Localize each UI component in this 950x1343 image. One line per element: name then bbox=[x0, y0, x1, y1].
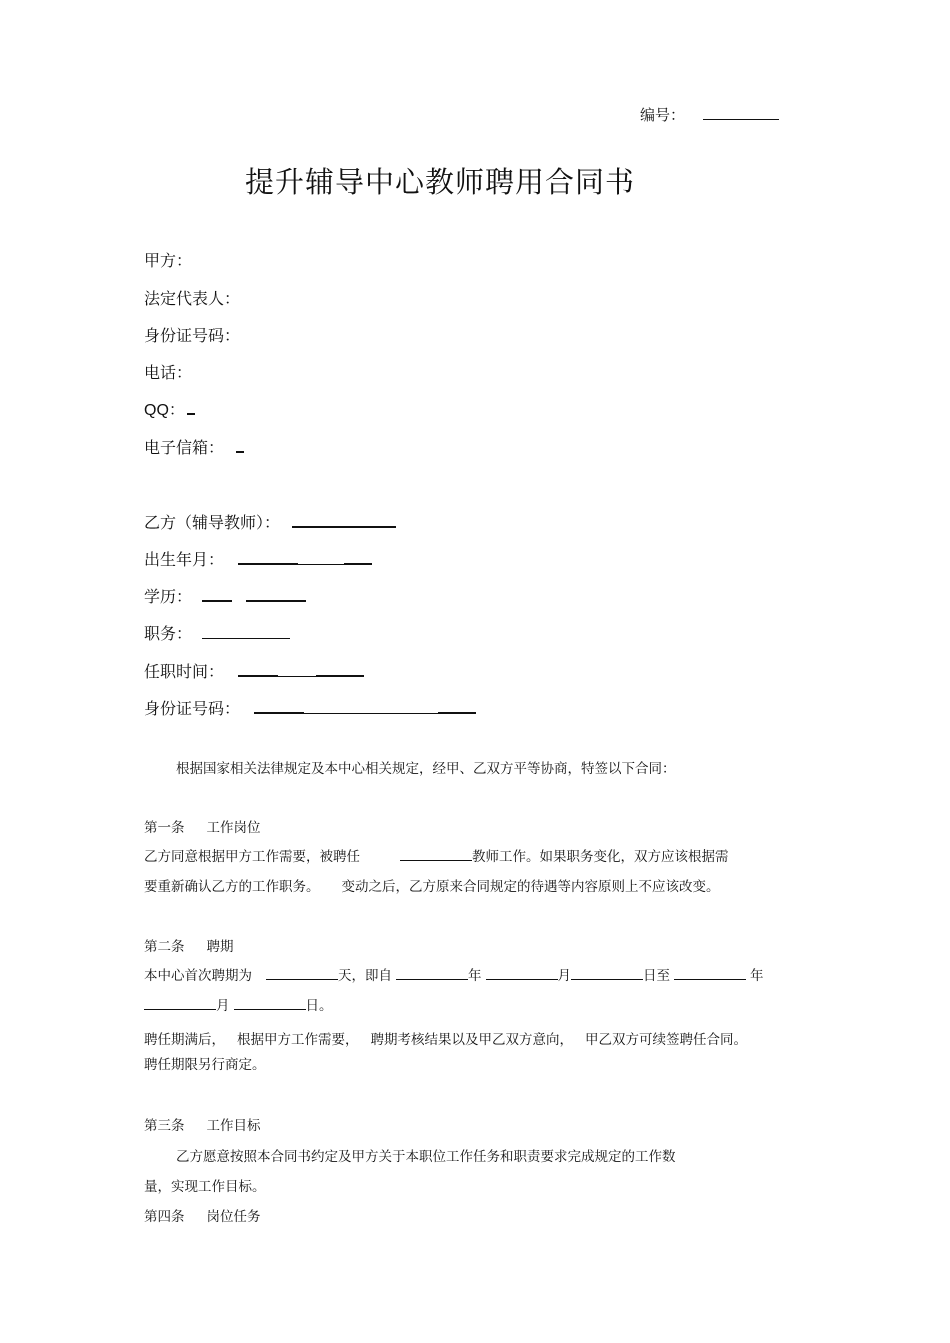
article-1-text-before: 乙方同意根据甲方工作需要，被聘任 bbox=[144, 849, 360, 865]
intro-paragraph: 根据国家相关法律规定及本中心相关规定，经甲、乙双方平等协商，特签以下合同： bbox=[176, 761, 676, 777]
article-3-line-1: 乙方愿意按照本合同书约定及甲方关于本职位工作任务和职责要求完成规定的工作数 bbox=[176, 1149, 676, 1165]
article-1-position-blank bbox=[400, 848, 472, 861]
party-b-birth-label: 出生年月： bbox=[144, 550, 225, 569]
article-2-start-day-blank bbox=[571, 967, 643, 980]
article-2-text-day-to: 日至 bbox=[643, 968, 670, 984]
party-b-title bbox=[144, 621, 290, 644]
article-2-text-month-2: 月 bbox=[216, 998, 230, 1014]
party-b-edu-blank-2 bbox=[246, 586, 306, 602]
article-2-line-4: 聘任期限另行商定。 bbox=[144, 1057, 266, 1073]
article-2-number: 第二条 bbox=[144, 939, 185, 955]
contract-number-label: 编号： bbox=[640, 106, 686, 124]
party-b-birth-blank-1 bbox=[238, 549, 298, 565]
article-3-title: 工作目标 bbox=[206, 1118, 261, 1134]
article-2-end-day-blank bbox=[234, 997, 306, 1010]
article-1-number: 第一条 bbox=[144, 820, 185, 836]
party-b-id-blank-3 bbox=[438, 698, 476, 714]
party-a-qq-blank bbox=[187, 399, 195, 415]
party-b-name-label: 乙方（辅导教师）： bbox=[144, 513, 281, 532]
article-2-start-year-blank bbox=[396, 967, 468, 980]
party-b-title-label: 职务： bbox=[144, 624, 193, 643]
party-a-qq-label: QQ： bbox=[144, 402, 185, 419]
party-a-rep: 法定代表人： bbox=[144, 289, 241, 308]
party-a-qq bbox=[144, 397, 195, 420]
article-2-text-month: 月 bbox=[557, 968, 571, 984]
article-4-heading bbox=[144, 1205, 261, 1225]
article-2-heading bbox=[144, 935, 234, 955]
article-2-text-start: 本中心首次聘期为 bbox=[144, 968, 252, 984]
party-a-id: 身份证号码： bbox=[144, 326, 241, 345]
party-b-edu-label: 学历： bbox=[144, 587, 193, 606]
party-a-email-label: 电子信箱： bbox=[144, 438, 225, 457]
article-1-text-part-1: 要重新确认乙方的工作职务。 bbox=[144, 879, 320, 895]
party-b-edu bbox=[144, 584, 306, 607]
party-b-tenure-label: 任职时间： bbox=[144, 662, 225, 681]
party-b-birth bbox=[144, 547, 372, 570]
article-3-number: 第三条 bbox=[144, 1118, 185, 1134]
party-a-phone: 电话： bbox=[144, 363, 193, 382]
article-1-text-after: 教师工作。如果职务变化，双方应该根据需 bbox=[472, 849, 729, 865]
party-b-id-blank-1 bbox=[254, 698, 304, 714]
article-2-end-year-blank bbox=[674, 967, 746, 980]
party-b-id-label: 身份证号码： bbox=[144, 699, 241, 718]
article-2-renew-a: 聘任期满后， bbox=[144, 1032, 225, 1048]
party-b-tenure-blank-2 bbox=[278, 662, 316, 677]
party-b-tenure bbox=[144, 659, 364, 682]
article-3-line-2: 量，实现工作目标。 bbox=[144, 1179, 266, 1195]
article-2-renew-c: 聘期考核结果以及甲乙双方意向， bbox=[370, 1032, 573, 1048]
party-b-tenure-blank-1 bbox=[238, 661, 278, 677]
article-2-text-year-2: 年 bbox=[750, 968, 764, 984]
article-2-title: 聘期 bbox=[206, 939, 234, 955]
article-2-end-month-blank bbox=[144, 997, 216, 1010]
party-b-edu-blank-1 bbox=[202, 586, 232, 602]
party-a-email-blank bbox=[236, 437, 244, 453]
article-1-title: 工作岗位 bbox=[206, 820, 261, 836]
article-2-start-month-blank bbox=[486, 967, 558, 980]
article-1-line-1 bbox=[144, 845, 729, 865]
article-2-text-year: 年 bbox=[468, 968, 482, 984]
party-b-birth-blank-3 bbox=[344, 549, 372, 565]
article-2-text-days: 天，即自 bbox=[338, 968, 392, 984]
article-2-line-2 bbox=[144, 994, 333, 1014]
article-2-days-blank bbox=[266, 967, 338, 980]
article-3-heading bbox=[144, 1114, 261, 1134]
party-b-name-blank bbox=[292, 512, 396, 528]
party-b-tenure-blank-3 bbox=[316, 661, 364, 677]
article-2-renew-b: 根据甲方工作需要， bbox=[237, 1032, 359, 1048]
party-b-title-blank bbox=[202, 624, 290, 639]
party-b-id bbox=[144, 696, 476, 719]
party-b-birth-blank-2 bbox=[298, 550, 344, 565]
article-4-title: 岗位任务 bbox=[206, 1209, 261, 1225]
article-2-renew-d: 甲乙双方可续签聘任合同。 bbox=[585, 1032, 747, 1048]
party-b-id-blank-2 bbox=[304, 699, 438, 714]
article-4-number: 第四条 bbox=[144, 1209, 185, 1225]
article-1-text-part-2: 变动之后，乙方原来合同规定的待遇等内容原则上不应该改变。 bbox=[341, 879, 720, 895]
document-title: 提升辅导中心教师聘用合同书 bbox=[245, 165, 636, 199]
party-a-email bbox=[144, 435, 244, 458]
article-2-text-day-2: 日。 bbox=[305, 998, 333, 1014]
article-2-line-1 bbox=[144, 964, 764, 984]
party-a-name: 甲方： bbox=[144, 251, 193, 270]
contract-number bbox=[640, 104, 779, 125]
contract-number-blank bbox=[703, 107, 779, 120]
party-b-name bbox=[144, 510, 396, 533]
article-2-line-3 bbox=[144, 1028, 747, 1048]
article-1-line-2 bbox=[144, 875, 720, 895]
article-1-heading bbox=[144, 816, 261, 836]
